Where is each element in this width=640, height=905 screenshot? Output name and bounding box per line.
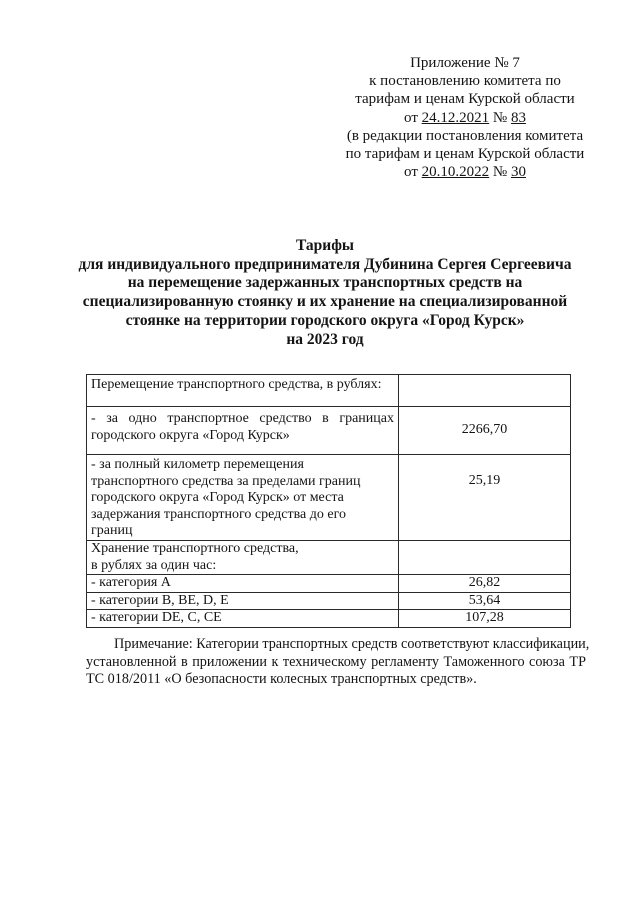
appendix-line: тарифам и ценам Курской области	[355, 91, 575, 108]
row-label: - категории B, BE, D, E	[87, 592, 399, 610]
row-value: 26,82	[399, 575, 571, 593]
revision-number: 30	[510, 164, 526, 181]
title-heading: Тарифы	[295, 237, 355, 254]
table-row	[87, 541, 571, 575]
row-value: 107,28	[399, 610, 571, 628]
row-value	[399, 455, 571, 541]
resolution-date: 24.12.2021	[421, 109, 490, 126]
note-line: Примечание: Категории транспортных средств соответствуют классификации,	[114, 636, 590, 652]
table-row	[87, 375, 571, 407]
note-paragraph	[86, 636, 590, 689]
tariff-value: 25,19	[468, 473, 501, 488]
resolution-number: 83	[510, 109, 526, 126]
table-row	[87, 407, 571, 455]
tariffs-table	[86, 374, 571, 628]
table-row	[87, 575, 571, 593]
tariff-value: 2266,70	[461, 422, 508, 438]
document-title	[60, 237, 590, 349]
row-label-line: транспортного средства за пределами границ	[91, 473, 361, 489]
appendix-text: от	[404, 109, 422, 126]
appendix-date-line	[335, 163, 595, 181]
table-row	[87, 592, 571, 610]
row-value: 53,64	[399, 592, 571, 610]
row-label	[87, 541, 399, 575]
row-label-line: городского округа «Город Курск»	[91, 427, 290, 443]
row-value	[399, 375, 571, 407]
row-label-line: в рублях за один час:	[91, 557, 217, 573]
appendix-header	[335, 54, 595, 181]
title-line: для индивидуального предпринимателя Дубинина Сергея Сергеевича	[78, 255, 572, 273]
note-line: ТС 018/2011 «О безопасности колесных транспортных средств».	[86, 671, 477, 687]
row-label-line: границ	[91, 523, 133, 538]
row-label-line: Хранение транспортного средства,	[91, 541, 299, 556]
appendix-text: от	[404, 164, 422, 181]
row-label	[87, 455, 399, 541]
row-label-line: - за одно транспортное средство в границах	[91, 411, 394, 426]
row-label-line: городского округа «Город Курск» от места	[91, 490, 344, 505]
row-label-line: Перемещение транспортного средства, в рублях:	[91, 377, 382, 392]
row-label: - категории DE, C, CE	[87, 610, 399, 628]
appendix-text: №	[489, 164, 511, 181]
title-year: на 2023 год	[286, 330, 364, 348]
row-label	[87, 407, 399, 455]
appendix-date-line	[335, 109, 595, 127]
row-label-line: - за полный километр перемещения	[91, 457, 304, 472]
title-line: стоянке на территории городского округа «Город Курск»	[125, 311, 525, 329]
title-line: специализированную стоянку и их хранение на специализированной	[82, 293, 568, 311]
row-label-line: задержания транспортного средства до его	[91, 506, 346, 522]
appendix-text: №	[489, 109, 511, 126]
table-row	[87, 455, 571, 541]
row-value	[399, 407, 571, 455]
note-line: установленной в приложении к техническому регламенту Таможенного союза ТР	[86, 653, 586, 670]
table-row	[87, 610, 571, 628]
appendix-number: Приложение № 7	[410, 55, 520, 71]
revision-date: 20.10.2022	[421, 164, 490, 181]
row-value	[399, 541, 571, 575]
row-label	[87, 375, 399, 407]
appendix-line: (в редакции постановления комитета	[346, 127, 584, 144]
appendix-line: к постановлению комитета по	[369, 73, 561, 90]
title-line: на перемещение задержанных транспортных средств на	[127, 274, 523, 292]
appendix-line: по тарифам и ценам Курской области	[345, 146, 585, 163]
row-label: - категория А	[87, 575, 399, 593]
